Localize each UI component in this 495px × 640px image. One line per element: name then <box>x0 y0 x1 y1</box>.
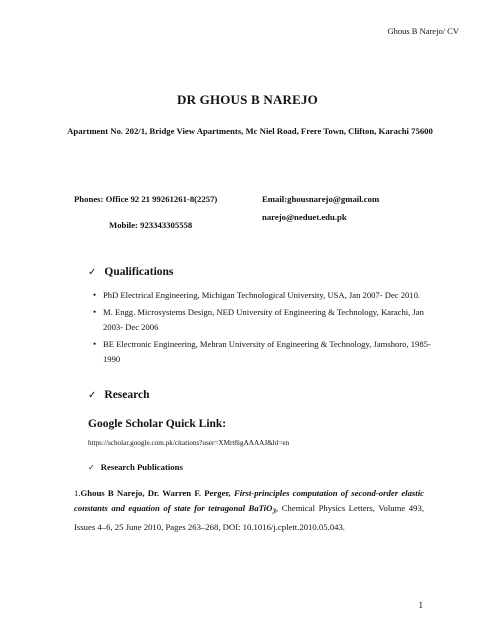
checkmark-icon: ✓ <box>88 462 95 472</box>
list-item <box>93 288 433 303</box>
qualifications-list <box>93 288 433 369</box>
phones-text: Phones: Office 92 21 99261261-8(2257) <box>74 194 218 204</box>
page-title: DR GHOUS B NAREJO <box>177 92 318 107</box>
publication-entry <box>74 486 424 535</box>
qualifications-heading-text: Qualifications <box>104 266 174 278</box>
qualification-text: M. Engg. Microsystems Design, NED University of Engineering & Technology, Karachi, Jan 2003- Dec 2006 <box>103 307 424 332</box>
qualification-text: BE Electronic Engineering, Mehran University of Engineering & Technology, Jamshoro, 1985-1990 <box>103 339 431 364</box>
publication-authors: Ghous B Narejo, Dr. Warren F. Perger, <box>80 488 231 498</box>
page-number: 1 <box>418 600 423 610</box>
google-scholar-title: Google Scholar Quick Link: <box>88 418 227 430</box>
bullet-icon: • <box>93 339 97 349</box>
research-publications-heading-text: Research Publications <box>100 462 183 472</box>
research-heading <box>88 389 150 401</box>
email-primary: Email:ghousnarejo@gmail.com <box>262 194 380 204</box>
address: Apartment No. 202/1, Bridge View Apartments, Mc Niel Road, Frere Town, Clifton, Karachi 75600 <box>67 126 433 136</box>
google-scholar-link[interactable]: https://scholar.google.com.pk/citations?user=XMrt8igAAAAJ&hl=en <box>88 439 290 447</box>
list-item <box>93 305 433 335</box>
publication-title-subscript: 3 <box>272 507 276 516</box>
research-heading-text: Research <box>104 389 150 401</box>
list-item <box>93 337 433 367</box>
publication-number: 1. <box>74 488 81 498</box>
email-secondary: narejo@neduet.edu.pk <box>262 212 347 222</box>
qualification-text: PhD Electrical Engineering, Michigan Technological University, USA, Jan 2007- Dec 2010. <box>103 290 421 300</box>
bullet-icon: • <box>93 290 97 300</box>
bullet-icon: • <box>93 307 97 317</box>
checkmark-icon: ✓ <box>88 389 97 401</box>
publication-title: First-principles computation of second-order elastic constants and equation of state for tetragonal BaTiO <box>74 488 424 513</box>
mobile-text: Mobile: 923343305558 <box>109 220 193 230</box>
checkmark-icon: ✓ <box>88 266 97 278</box>
research-publications-heading <box>88 462 183 472</box>
qualifications-heading <box>88 266 173 278</box>
running-header: Ghous B Narejo/ CV <box>387 26 459 36</box>
publication-details: , Chemical Physics Letters, Volume 493, Issues 4–6, 25 June 2010, Pages 263–268, DOI: 10.1016/j.cplett.2010.05.043. <box>74 503 424 532</box>
